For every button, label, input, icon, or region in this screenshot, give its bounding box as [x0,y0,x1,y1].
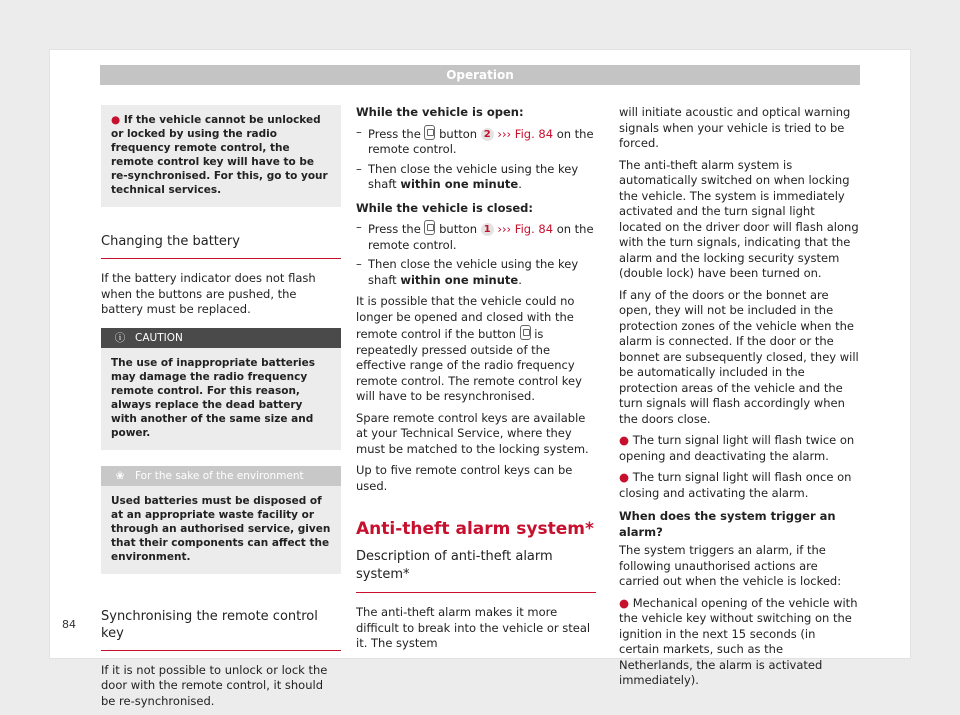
bullet-icon: ● [619,470,630,484]
text: button [439,126,478,141]
label-while-closed: While the vehicle is closed: [356,200,533,215]
environment-icon: ❀ [115,469,125,482]
warning-circle-icon: ⓘ [114,331,126,344]
text: Press the [368,126,421,141]
heading-changing-battery: Changing the battery [101,233,341,259]
paragraph: The system triggers an alarm, if the following unauthorised actions are carried out when the vehicle is locked: [619,543,842,588]
subsection-title: Description of anti-theft alarm system* [356,548,596,593]
bold-text: within one minute [400,177,519,191]
manual-page [50,50,910,708]
bullet-item [619,433,859,464]
paragraph: will initiate acoustic and optical warning signals when your vehicle is tried to be forced. [619,105,851,150]
text: on the remote control. [368,126,594,156]
battery-paragraph: If the battery indicator does not flash when the buttons are pushed, the battery must be replaced. [101,271,316,316]
spare-keys-paragraph: Spare remote control keys are available at your Technical Service, where they must be matched to the locking system. [356,410,589,456]
text: The turn signal light will flash twice on opening and deactivating the alarm. [619,433,855,463]
page-number: 84 [62,618,76,631]
sync-paragraph: If it is not possible to unlock or lock the door with the remote control, it should be re-synchronised. [101,662,328,708]
info-box [101,105,341,207]
figure-link[interactable]: ››› Fig. 84 [497,222,554,236]
bullet-icon: ● [619,433,630,447]
column-2 [356,105,596,658]
info-box-text: If the vehicle cannot be unlocked or locked by using the radio frequency remote control, the remote control key will have to be re-synchronised. For this, go to your technical services. [111,114,328,196]
question-label: When does the system trigger an alarm? [619,509,836,539]
key-button-icon [424,125,435,140]
caution-body: The use of inappropriate batteries may damage the radio frequency remote control. For this reason, always replace the dead battery with another of the same size and power. [111,356,316,439]
section-title: Anti-theft alarm system* [356,519,594,539]
environment-header [101,466,341,486]
environment-body: Used batteries must be disposed of at an appropriate waste facility or through an authorised service, given that their components can affect the environment. [111,494,331,563]
bullet-item [619,470,859,501]
text: Then close the vehicle using the key shaft [368,257,579,287]
text: Mechanical opening of the vehicle with the vehicle key without switching on the ignition in the next 15 seconds (in certain markets, such as the Netherlands, the alarm is activated immediately). [619,595,858,687]
heading-synchronising: Synchronising the remote control key [101,608,341,651]
environment-box [101,466,341,574]
caution-header [101,328,341,348]
list-item: – Then close the vehicle using the key shaft within one minute. [356,257,579,287]
paragraph: If any of the doors or the bonnet are open, they will not be included in the protection zones of the vehicle when the alarm is connected. If the door or the bonnet are subsequently closed, they will be automatically included in the protection areas of the vehicle and the turn signals will flash accordingly when the doors close. [619,287,859,426]
text: button [439,222,478,236]
paragraph: The anti-theft alarm system is automatically switched on when locking the vehicle. The system is immediately activated and the turn signal light located on the driver door will flash along with the turn signals, indicating that the alarm and the locking security system (double lock) have been turned on. [619,157,859,280]
five-keys-paragraph: Up to five remote control keys can be used. [356,463,573,493]
key-button-icon [520,325,531,340]
text: It is possible that the vehicle could no longer be opened and closed with the remote control if the button [356,294,575,341]
text: on the remote control. [368,222,594,252]
bullet-icon: ● [619,595,630,610]
caution-box [101,328,341,450]
callout-number: 2 [481,128,494,141]
alarm-intro-paragraph: The anti-theft alarm makes it more difficult to break into the vehicle or steal it. The system [356,605,591,650]
environment-title: For the sake of the environment [135,469,304,482]
resync-paragraph [356,294,596,405]
label-while-open: While the vehicle is open: [356,105,524,119]
text: Then close the vehicle using the key shaft [368,161,579,191]
bullet-icon: ● [111,114,121,126]
column-1 [101,105,341,715]
page-header: Operation [100,65,860,85]
bold-text: within one minute [400,272,519,287]
caution-title: CAUTION [135,331,183,344]
text: The turn signal light will flash once on closing and activating the alarm. [619,470,852,500]
bullet-item [619,596,859,689]
text: is repeatedly pressed outside of the effective range of the radio frequency remote control. The remote control key will have to be resynchronised. [356,327,582,403]
figure-link[interactable]: ››› Fig. 84 [497,126,554,141]
list-item: – Then close the vehicle using the key shaft within one minute. [356,161,579,191]
column-3 [619,105,859,695]
list-item: – Press the button 1 ››› Fig. 84 on the remote control. [356,220,594,252]
key-button-icon [424,220,435,235]
callout-number: 1 [481,223,494,236]
text: Press the [368,222,421,236]
list-item: – Press the button 2 ››› Fig. 84 on the remote control. [356,124,594,156]
